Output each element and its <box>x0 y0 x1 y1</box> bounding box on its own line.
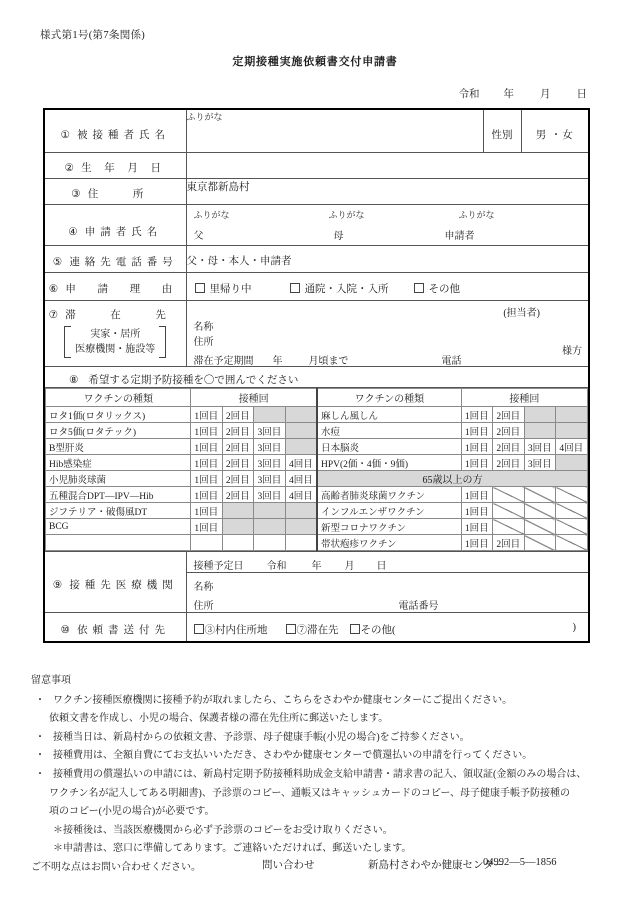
dose-cell[interactable] <box>524 519 556 535</box>
dose-cell[interactable]: 1回目 <box>191 439 223 455</box>
dose-cell[interactable]: 1回目 <box>191 487 223 503</box>
document-title: 定期接種実施依頼書交付申請書 <box>232 56 398 68</box>
column-header-vaccine-type: ワクチンの種類 <box>46 389 191 407</box>
label-father: 父 <box>193 231 204 242</box>
dose-cell[interactable] <box>556 407 588 423</box>
dose-cell[interactable] <box>556 487 588 503</box>
dose-cell[interactable]: 1回目 <box>191 519 223 535</box>
row-number: ⑨ <box>52 580 63 591</box>
vaccine-row <box>46 487 588 503</box>
dose-cell[interactable]: 4回目 <box>285 487 317 503</box>
vaccine-name[interactable]: 水痘 <box>317 423 461 439</box>
row-label-name <box>44 109 186 153</box>
row-label-text: 申請者氏名 <box>84 227 163 238</box>
vaccine-section-heading <box>44 367 589 388</box>
vaccine-name[interactable]: 帯状疱疹ワクチン <box>317 535 461 551</box>
table-row <box>44 301 589 367</box>
dose-cell[interactable]: 1回目 <box>461 455 493 471</box>
vaccine-name[interactable]: 麻しん風しん <box>317 407 461 423</box>
checkbox-option-2[interactable] <box>350 622 396 637</box>
dose-cell[interactable] <box>285 519 317 535</box>
option-label: 通院・入院・入所 <box>304 284 389 295</box>
vaccine-row <box>46 407 588 423</box>
field-birthdate-value[interactable] <box>186 153 589 179</box>
checkbox-option-1[interactable] <box>286 622 339 637</box>
dose-cell[interactable]: 4回目 <box>285 455 317 471</box>
dose-cell[interactable]: 2回目 <box>222 439 254 455</box>
table-row <box>44 388 589 552</box>
field-applicant-names[interactable] <box>186 205 589 246</box>
note-item <box>31 766 606 785</box>
field-facility-details[interactable] <box>186 552 589 613</box>
vaccination-date-year: 年 <box>311 561 322 572</box>
row-label-text: 生 年 月 日 <box>81 163 166 174</box>
dose-cell[interactable] <box>222 535 254 551</box>
vaccination-date-day: 日 <box>376 561 387 572</box>
note-continuation: ワクチン名が記入してある明細書)、予診票のコピー、通帳又はキャッシュカードのコピー、母子健康手帳予防接種の <box>49 787 571 799</box>
vaccine-name[interactable]: B型肝炎 <box>46 439 191 455</box>
dose-cell[interactable]: 3回目 <box>524 439 556 455</box>
notes-section <box>31 672 606 878</box>
note-text: 接種費用は、全額自費にてお支払いいただき、さわやか健康センターで償還払いの申請を行ってください。 <box>53 750 533 762</box>
row-label-text: 申 請 理 由 <box>65 284 182 295</box>
facility-address-label: 住所 <box>193 601 214 612</box>
stay-period-month: 月頃まで <box>308 356 349 367</box>
dose-cell[interactable]: 3回目 <box>254 487 286 503</box>
option-label: 里帰り中 <box>209 284 252 295</box>
furigana-label-applicant: ふりがな <box>458 210 495 220</box>
vaccine-name[interactable]: ロタ1価(ロタリックス) <box>46 407 191 423</box>
vaccine-row <box>46 439 588 455</box>
vaccine-header-row <box>46 389 588 407</box>
dose-cell[interactable] <box>222 503 254 519</box>
facility-tel-label: 電話番号 <box>398 601 439 612</box>
dose-cell[interactable]: 3回目 <box>254 423 286 439</box>
checkbox-option-0[interactable] <box>194 622 268 637</box>
table-row <box>44 205 589 246</box>
gender-label-cell <box>483 109 521 153</box>
dose-cell[interactable] <box>254 519 286 535</box>
person-in-charge-label: (担当者) <box>503 308 540 319</box>
row-number: ⑤ <box>52 257 63 268</box>
field-stay-details[interactable] <box>186 301 589 367</box>
vaccination-date-month: 月 <box>344 561 355 572</box>
note-text: 接種費用の償還払いの申請には、新島村定期予防接種料助成金支給申請書・請求書の記入、領収証(金額のみの場合は、 <box>53 768 587 780</box>
furigana-label-father: ふりがな <box>193 210 230 220</box>
dose-cell[interactable] <box>556 535 588 551</box>
day-unit: 日 <box>576 89 587 100</box>
dose-cell[interactable] <box>524 423 556 439</box>
row-label-text: 依頼書送付先 <box>77 625 171 636</box>
notes-closing: ご不明な点はお問い合わせください。 <box>31 861 201 873</box>
vaccine-row <box>46 455 588 471</box>
furigana-label-mother: ふりがな <box>328 210 365 220</box>
dose-cell[interactable]: 2回目 <box>222 407 254 423</box>
dose-cell[interactable]: 2回目 <box>493 535 525 551</box>
table-row <box>44 552 589 613</box>
gender-label: 性別 <box>491 130 513 141</box>
vaccination-date-label: 接種予定日 <box>193 561 244 572</box>
bracket-right <box>159 326 166 358</box>
dose-cell[interactable]: 1回目 <box>191 407 223 423</box>
stay-period-label: 滞在予定期間 <box>193 356 254 367</box>
checkbox-option-0[interactable] <box>195 281 252 296</box>
note-star: ＊申請書は、窓口に準備してあります。ご連絡いただければ、郵送いたします。 <box>53 843 412 855</box>
vaccine-name[interactable]: HPV(2価・4価・9価) <box>317 455 461 471</box>
field-sendto-options[interactable] <box>186 613 589 643</box>
date-line <box>459 86 588 101</box>
dose-cell[interactable] <box>493 519 525 535</box>
dose-cell[interactable]: 2回目 <box>222 423 254 439</box>
dose-cell[interactable]: 1回目 <box>461 503 493 519</box>
field-reason-options[interactable] <box>186 273 589 301</box>
divider <box>187 572 589 573</box>
form-number: 様式第1号(第7条関係) <box>40 30 146 41</box>
checkbox-icon[interactable] <box>286 624 296 634</box>
facility-name-label: 名称 <box>193 582 214 593</box>
dose-cell[interactable]: 2回目 <box>222 471 254 487</box>
vaccine-name[interactable]: 日本脳炎 <box>317 439 461 455</box>
vaccine-name[interactable]: インフルエンザワクチン <box>317 503 461 519</box>
section-instruction: 希望する定期予防接種を〇で囲んでください <box>88 375 299 386</box>
dose-cell[interactable]: 1回目 <box>461 519 493 535</box>
checkbox-icon[interactable] <box>350 624 360 634</box>
dose-cell[interactable] <box>493 487 525 503</box>
close-paren: ) <box>572 622 576 633</box>
note-item <box>31 692 606 711</box>
table-row <box>44 109 589 153</box>
note-continuation: 依頼文書を作成し、小児の場合、保護者様の滞在先住所に郵送いたします。 <box>49 713 389 725</box>
checkbox-option-2[interactable] <box>414 281 461 296</box>
contact-phone: 04992—5—1856 <box>483 857 557 868</box>
dose-cell[interactable]: 1回目 <box>191 471 223 487</box>
row-label-phone <box>44 246 186 273</box>
dose-cell[interactable]: 3回目 <box>254 471 286 487</box>
option-label: ⑦滞在先 <box>296 625 339 636</box>
dose-cell[interactable]: 1回目 <box>461 407 493 423</box>
application-form <box>43 108 588 643</box>
dose-cell[interactable]: 3回目 <box>254 455 286 471</box>
dose-cell[interactable]: 2回目 <box>493 455 525 471</box>
row-number: ③ <box>71 189 81 200</box>
option-label: その他( <box>360 625 396 636</box>
table-row <box>44 153 589 179</box>
era-label: 令和 <box>458 89 480 100</box>
bullet-icon: ・ <box>35 750 45 762</box>
bullet-icon: ・ <box>35 731 45 743</box>
label-applicant: 申請者 <box>444 231 475 242</box>
dose-cell[interactable] <box>191 535 223 551</box>
row-number: ⑧ <box>69 375 79 386</box>
row-number: ⑦ <box>48 310 59 321</box>
note-star: ＊接種後は、当該医療機関から必ず予診票のコピーをお受け取りください。 <box>53 824 393 836</box>
dose-cell[interactable]: 2回目 <box>493 407 525 423</box>
table-row <box>44 367 589 388</box>
vaccine-name[interactable]: 五種混合DPT—IPV—Hib <box>46 487 191 503</box>
dose-cell[interactable] <box>285 423 317 439</box>
dose-cell[interactable] <box>285 503 317 519</box>
dose-cell[interactable]: 3回目 <box>524 455 556 471</box>
stay-address-label: 住所 <box>193 337 214 348</box>
vaccine-name[interactable]: Hib感染症 <box>46 455 191 471</box>
stay-tel-label: 電話 <box>441 356 462 367</box>
dose-cell[interactable]: 1回目 <box>461 535 493 551</box>
contact-label: 問い合わせ <box>262 860 315 871</box>
column-header-dose: 接種回 <box>461 389 587 407</box>
row-number: ⑩ <box>60 625 71 636</box>
checkbox-icon[interactable] <box>290 283 300 293</box>
vaccine-row <box>46 503 588 519</box>
bullet-icon: ・ <box>35 768 45 780</box>
gender-value-cell[interactable] <box>521 109 589 153</box>
dose-cell[interactable]: 2回目 <box>222 455 254 471</box>
field-address-value[interactable]: 東京都新島村 <box>186 179 589 205</box>
table-row <box>44 613 589 643</box>
dose-cell[interactable]: 1回目 <box>461 487 493 503</box>
dose-cell[interactable]: 2回目 <box>222 487 254 503</box>
notes-list <box>31 692 606 878</box>
bracket-left <box>64 326 71 358</box>
dose-cell[interactable]: 2回目 <box>493 439 525 455</box>
option-label: ③村内住所地 <box>204 625 268 636</box>
dose-cell[interactable] <box>524 503 556 519</box>
field-name-value[interactable] <box>186 109 483 153</box>
checkbox-icon[interactable] <box>194 624 204 634</box>
vaccine-grid-cell <box>44 388 589 552</box>
dose-cell[interactable] <box>556 455 588 471</box>
vaccine-name[interactable]: ロタ5価(ロタテック) <box>46 423 191 439</box>
dose-cell[interactable] <box>254 535 286 551</box>
note-text: 接種当日は、新島村からの依頼文書、予診票、母子健康手帳(小児の場合)をご持参ください。 <box>53 731 470 743</box>
row-number: ② <box>64 163 75 174</box>
vaccine-row <box>46 471 588 487</box>
dose-cell[interactable]: 4回目 <box>556 439 588 455</box>
option-label: その他 <box>428 284 460 295</box>
vaccine-name[interactable]: 高齢者肺炎球菌ワクチン <box>317 487 461 503</box>
row-label-address <box>44 179 186 205</box>
dose-cell[interactable] <box>222 519 254 535</box>
label-mother: 母 <box>333 231 344 242</box>
row-label-stay <box>44 301 186 367</box>
stay-period-year: 年 <box>272 356 283 367</box>
row-label-text: 滞 在 先 <box>65 310 182 321</box>
stay-type-line-1: 実家・居所 <box>90 329 141 340</box>
row-number: ⑥ <box>48 284 59 295</box>
dose-cell[interactable] <box>556 423 588 439</box>
dose-cell[interactable] <box>285 439 317 455</box>
vaccine-name[interactable]: 小児肺炎球菌 <box>46 471 191 487</box>
dose-cell[interactable] <box>556 519 588 535</box>
dose-cell[interactable]: 1回目 <box>191 503 223 519</box>
checkbox-icon[interactable] <box>414 283 424 293</box>
dose-cell[interactable] <box>254 503 286 519</box>
furigana-label: ふりがな <box>186 112 223 122</box>
vaccine-name[interactable]: 新型コロナワクチン <box>317 519 461 535</box>
vaccine-row <box>46 535 588 551</box>
row-label-text: 住 所 <box>87 189 160 200</box>
dose-cell[interactable]: 1回目 <box>461 439 493 455</box>
row-label-birthdate <box>44 153 186 179</box>
contact-organization: 新島村さわやか健康センター <box>368 860 505 871</box>
dose-cell[interactable]: 2回目 <box>493 423 525 439</box>
age-section-header: 65歳以上の方 <box>317 471 588 487</box>
checkbox-option-1[interactable] <box>290 281 389 296</box>
dose-cell[interactable]: 3回目 <box>254 439 286 455</box>
row-number: ④ <box>68 227 78 238</box>
row-label-applicant <box>44 205 186 246</box>
note-continuation: 項のコピー(小児の場合)が必要です。 <box>49 806 215 818</box>
field-phone-value[interactable]: 父・母・本人・申請者 <box>186 246 589 273</box>
dose-cell[interactable] <box>524 407 556 423</box>
vaccine-row <box>46 423 588 439</box>
note-text: ワクチン接種医療機関に接種予約が取れましたら、こちらをさわやか健康センターにご提出ください。 <box>53 694 513 706</box>
dose-cell[interactable] <box>285 535 317 551</box>
month-unit: 月 <box>540 89 551 100</box>
table-row <box>44 246 589 273</box>
column-header-vaccine-type: ワクチンの種類 <box>317 389 461 407</box>
dose-cell[interactable]: 4回目 <box>285 471 317 487</box>
dose-cell[interactable] <box>524 535 556 551</box>
row-label-facility <box>44 552 186 613</box>
dose-cell[interactable] <box>524 487 556 503</box>
note-item <box>31 747 606 766</box>
form-table <box>43 108 590 643</box>
row-number: ① <box>60 130 71 141</box>
sama-kata-label: 様方 <box>562 346 582 357</box>
dose-cell[interactable] <box>556 503 588 519</box>
row-label-reason <box>44 273 186 301</box>
vaccine-name[interactable]: ジフテリア・破傷風DT <box>46 503 191 519</box>
dose-cell[interactable] <box>285 407 317 423</box>
row-label-text: 連絡先電話番号 <box>69 257 178 268</box>
vaccine-name[interactable] <box>46 535 191 551</box>
dose-cell[interactable] <box>493 503 525 519</box>
stay-name-label: 名称 <box>193 322 214 333</box>
dose-cell[interactable]: 1回目 <box>191 455 223 471</box>
notes-heading: 留意事項 <box>31 675 71 686</box>
vaccine-name[interactable]: BCG <box>46 519 191 535</box>
dose-cell[interactable]: 1回目 <box>191 423 223 439</box>
vaccine-table <box>45 388 588 551</box>
stay-type-bracket <box>45 326 186 358</box>
dose-cell[interactable]: 1回目 <box>461 423 493 439</box>
table-row <box>44 179 589 205</box>
dose-cell[interactable] <box>254 407 286 423</box>
note-item <box>31 729 606 748</box>
row-label-text: 被接種者氏名 <box>77 130 171 141</box>
vaccine-row <box>46 519 588 535</box>
year-unit: 年 <box>503 89 514 100</box>
checkbox-icon[interactable] <box>195 283 205 293</box>
bullet-icon: ・ <box>35 694 45 706</box>
column-header-dose: 接種回 <box>191 389 317 407</box>
table-row <box>44 273 589 301</box>
row-label-text: 接種先医療機関 <box>69 580 178 591</box>
vaccination-date-era: 令和 <box>266 561 287 572</box>
stay-type-line-2: 医療機関・施設等 <box>75 344 156 355</box>
row-label-sendto <box>44 613 186 643</box>
gender-options: 男 ・女 <box>535 130 574 141</box>
